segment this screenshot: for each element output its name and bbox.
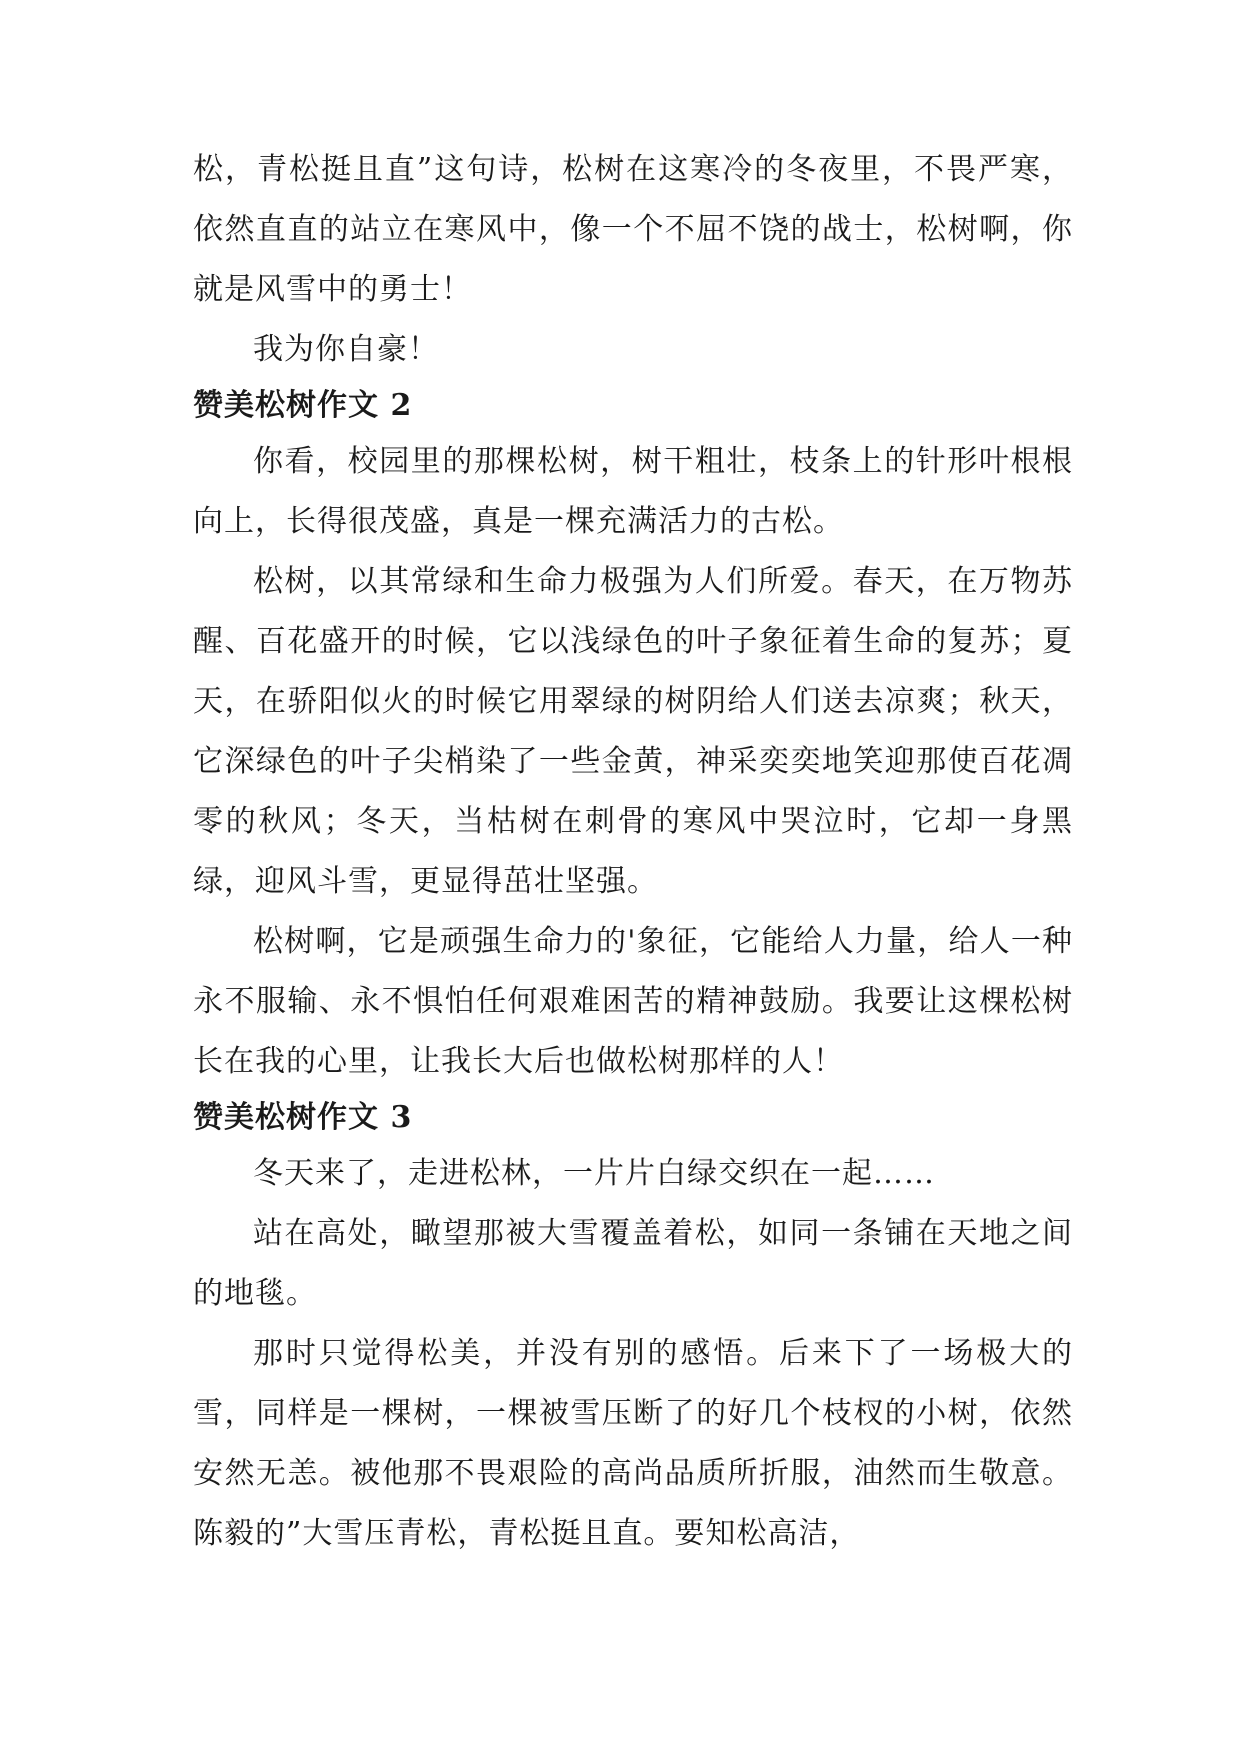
document-page <box>193 140 1073 1564</box>
paragraph-continued-poem: 松，青松挺且直”这句诗，松树在这寒冷的冬夜里，不畏严寒，依然直直的站立在寒风中，像一个不屈不饶的战士，松树啊，你就是风雪中的勇士！ <box>193 152 1073 307</box>
paragraph-campus-pine: 你看，校园里的那棵松树，树干粗壮，枝条上的针形叶根根向上，长得很茂盛，真是一棵充满活力的古松。 <box>193 444 1073 539</box>
paragraph-four-seasons: 松树，以其常绿和生命力极强为人们所爱。春天，在万物苏醒、百花盛开的时候，它以浅绿色的叶子象征着生命的复苏；夏天，在骄阳似火的时候它用翠绿的树阴给人们送去凉爽；秋天，它深绿色的叶子尖梢染了一些金黄，神采奕奕地笑迎那使百花凋零的秋风；冬天，当枯树在刺骨的寒风中哭泣时，它却一身黑绿，迎风斗雪，更显得茁壮坚强。 <box>193 564 1073 899</box>
section-heading-3: 赞美松树作文 3 <box>193 1100 413 1135</box>
paragraph-symbol: 松树啊，它是顽强生命力的'象征，它能给人力量，给人一种永不服输、永不惧怕任何艰难困苦的精神鼓励。我要让这棵松树长在我的心里，让我长大后也做松树那样的人！ <box>193 924 1073 1079</box>
paragraph-snow-storm: 那时只觉得松美，并没有别的感悟。后来下了一场极大的雪，同样是一棵树，一棵被雪压断了的好几个枝杈的小树，依然安然无恙。被他那不畏艰险的高尚品质所折服，油然而生敬意。陈毅的”大雪压青松，青松挺且直。要知松高洁， <box>193 1336 1073 1551</box>
paragraph-high-view: 站在高处，瞰望那被大雪覆盖着松，如同一条铺在天地之间的地毯。 <box>193 1216 1073 1311</box>
paragraph-proud: 我为你自豪！ <box>253 332 439 367</box>
section-heading-2: 赞美松树作文 2 <box>193 388 413 423</box>
paragraph-winter-forest: 冬天来了，走进松林，一片片白绿交织在一起…… <box>253 1156 935 1191</box>
